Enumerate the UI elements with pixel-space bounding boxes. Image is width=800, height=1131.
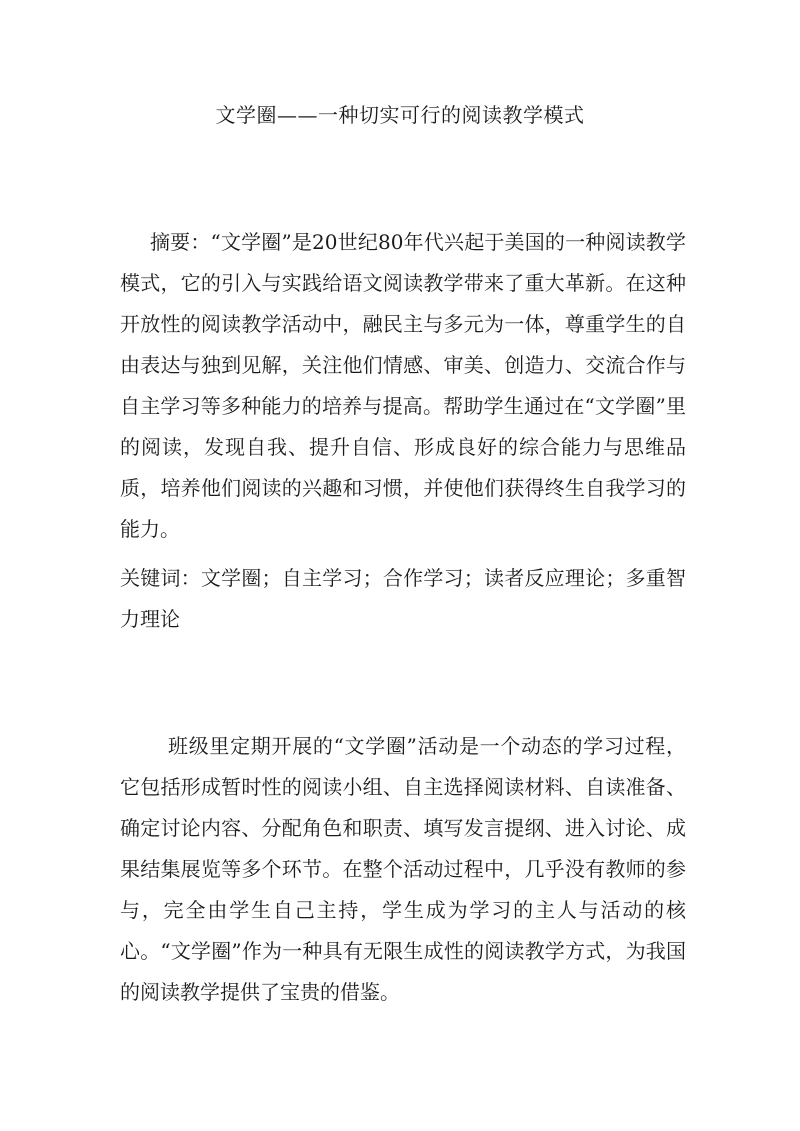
body-paragraph: 班级里定期开展的“文学圈”活动是一个动态的学习过程，它包括形成暂时性的阅读小组、自主选择阅读材料、自读准备、确定讨论内容、分配角色和职责、填写发言提纲、进入讨论、成果结集展览等多个环节。在整个活动过程中，几乎没有教师的参与，完全由学生自己主持，学生成为学习的主人与活动的核心。“文学圈”作为一种具有无限生成性的阅读教学方式，为我国的阅读教学提供了宝贵的借鉴。 — [120, 734, 686, 1004]
keywords-paragraph: 关键词：文学圈；自主学习；合作学习；读者反应理论；多重智力理论 — [120, 566, 686, 631]
document-title: 文学圈——一种切实可行的阅读教学模式 — [215, 103, 585, 127]
abstract-paragraph: 摘要：“文学圈”是20世纪80年代兴起于美国的一种阅读教学模式，它的引入与实践给语文阅读教学带来了重大革新。在这种开放性的阅读教学活动中，融民主与多元为一体，尊重学生的自由表达与独到见解，关注他们情感、审美、创造力、交流合作与自主学习等多种能力的培养与提高。帮助学生通过在“文学圈”里的阅读，发现自我、提升自信、形成良好的综合能力与思维品质，培养他们阅读的兴趣和习惯，并使他们获得终生自我学习的能力。 — [120, 230, 686, 541]
